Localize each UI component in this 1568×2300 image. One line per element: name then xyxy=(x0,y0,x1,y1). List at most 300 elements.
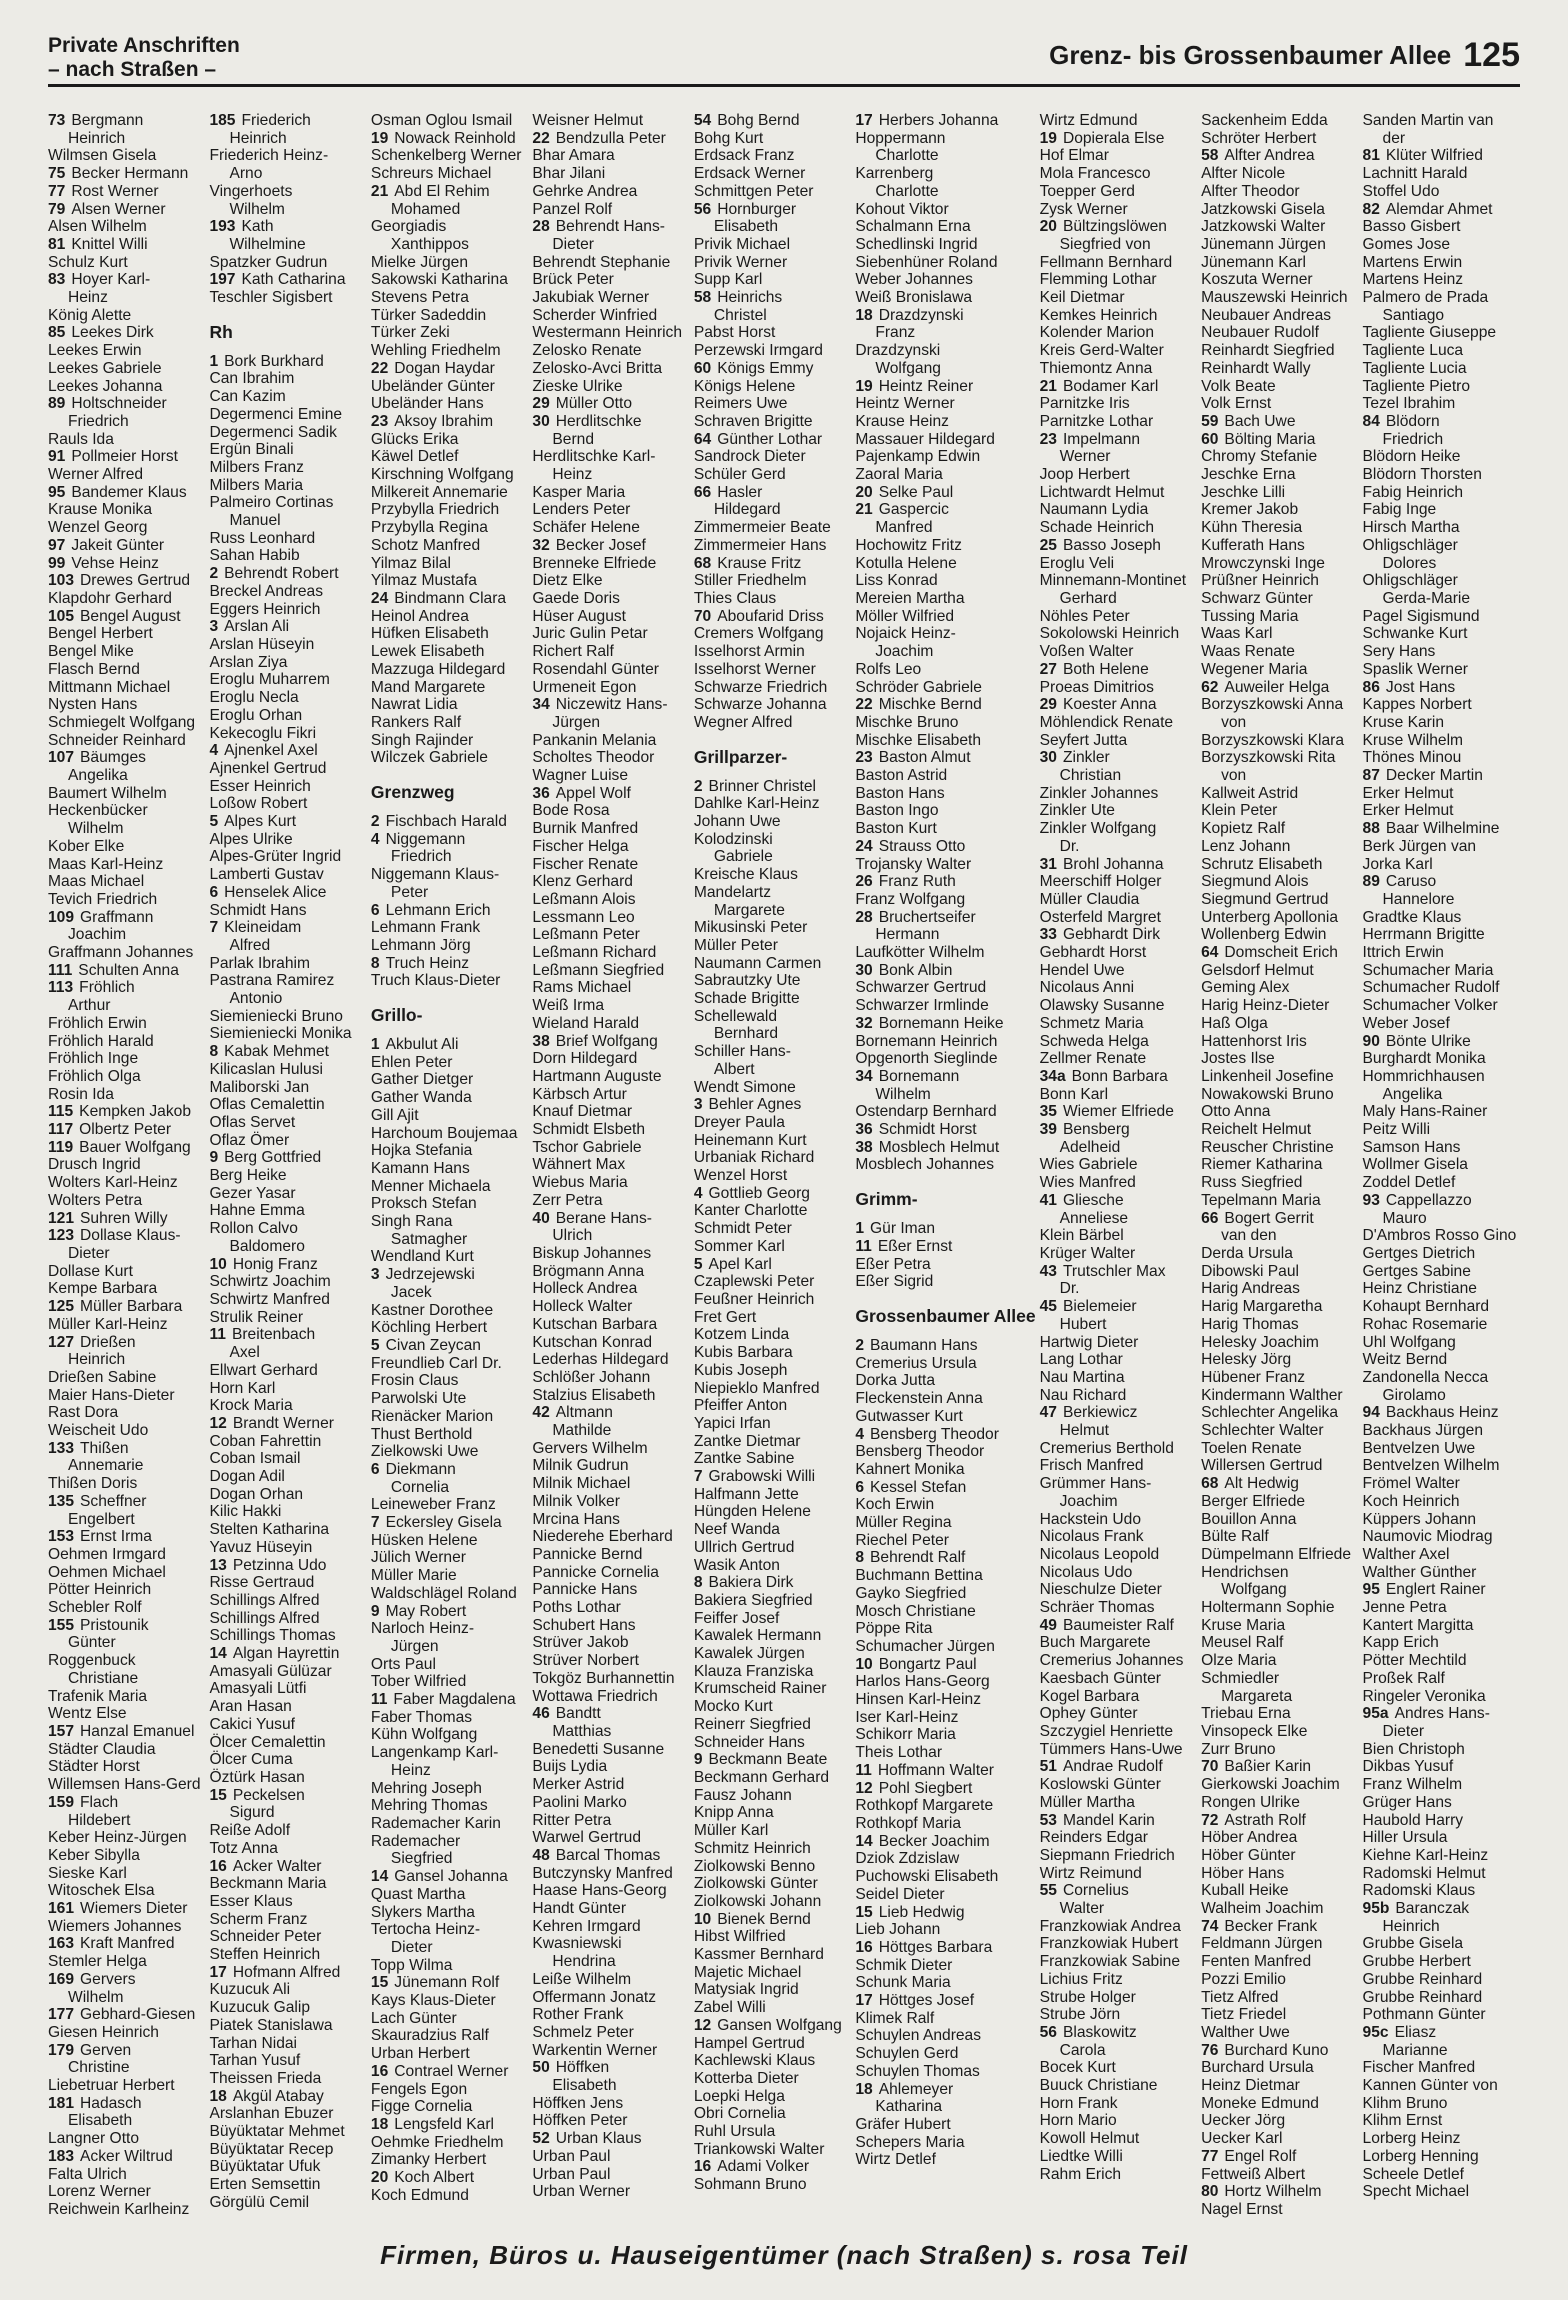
resident-name-continuation: Dieter xyxy=(1382,1722,1425,1740)
resident-entry xyxy=(371,1974,528,1992)
resident-entry xyxy=(371,866,528,901)
resident-entry xyxy=(1040,891,1197,909)
resident-name: Proksch Stefan xyxy=(370,1195,477,1213)
resident-entry xyxy=(209,388,366,406)
resident-entry xyxy=(1040,2077,1197,2095)
resident-name: Maier Hans-Dieter xyxy=(48,1386,175,1404)
resident-entry xyxy=(371,1673,528,1691)
resident-entry xyxy=(1363,696,1520,714)
resident-entry xyxy=(694,1663,851,1681)
directory-column xyxy=(855,112,1035,2230)
resident-name: Fischer Manfred xyxy=(1362,2059,1476,2077)
resident-name: Backhaus Jürgen xyxy=(1362,1422,1484,1440)
house-number: 2 xyxy=(855,1337,865,1354)
resident-entry xyxy=(694,2035,851,2053)
resident-entry xyxy=(209,494,366,529)
resident-name: Jünemann Rolf xyxy=(394,1974,500,1992)
house-number: 9 xyxy=(209,1149,219,1167)
resident-entry xyxy=(694,572,851,590)
resident-name-continuation: Arthur xyxy=(68,997,111,1015)
resident-name: Schräer Thomas xyxy=(1039,1599,1155,1617)
resident-name: Büyüktatar Ufuk xyxy=(209,2158,321,2176)
house-number: 95 xyxy=(1362,1581,1380,1599)
resident-entry xyxy=(209,112,366,147)
resident-name: Klimek Ralf xyxy=(855,2009,935,2027)
resident-name: Risse Gertraud xyxy=(209,1574,315,1592)
resident-name: Wottawa Friedrich xyxy=(532,1687,658,1705)
resident-name: Reiße Adolf xyxy=(209,1822,291,1840)
house-number: 86 xyxy=(1362,678,1380,696)
resident-entry xyxy=(532,448,689,483)
resident-entry xyxy=(48,1156,205,1174)
resident-entry xyxy=(1201,1723,1358,1741)
resident-entry xyxy=(1040,342,1197,360)
resident-name: Klenz Gerhard xyxy=(532,873,633,891)
resident-name: Vehse Heinz xyxy=(71,554,159,572)
resident-entry xyxy=(48,112,205,147)
resident-entry xyxy=(371,1744,528,1779)
resident-name: Neubauer Andreas xyxy=(1201,306,1332,324)
resident-name: Rosendahl Günter xyxy=(532,660,659,678)
resident-entry xyxy=(371,902,528,920)
house-number: 21 xyxy=(1039,377,1057,395)
resident-entry xyxy=(1201,395,1358,413)
resident-entry xyxy=(1201,1351,1358,1369)
resident-name: Kappes Norbert xyxy=(1362,696,1472,714)
resident-entry xyxy=(1363,2183,1520,2201)
resident-entry xyxy=(532,1103,689,1121)
resident-name: Lang Lothar xyxy=(1039,1351,1123,1369)
resident-name: Breitenbach xyxy=(231,1326,316,1344)
resident-entry xyxy=(532,324,689,342)
resident-entry xyxy=(371,1443,528,1461)
resident-name: Oflas Cemalettin xyxy=(209,1096,325,1114)
resident-entry xyxy=(694,1946,851,1964)
resident-name: Pagel Sigismund xyxy=(1362,607,1480,625)
resident-name-continuation: Antonio xyxy=(229,990,283,1008)
resident-entry xyxy=(1363,342,1520,360)
resident-entry xyxy=(694,1273,851,1291)
resident-name: Heinol Andrea xyxy=(370,607,469,625)
resident-name: Degermenci Sadik xyxy=(209,423,337,441)
resident-name: Akgül Atabay xyxy=(232,2087,324,2105)
resident-entry xyxy=(371,1142,528,1160)
resident-entry xyxy=(209,147,366,182)
resident-entry xyxy=(532,307,689,325)
resident-name: Sakowski Katharina xyxy=(370,271,508,289)
resident-entry xyxy=(48,1581,205,1599)
resident-name: Can Kazim xyxy=(209,388,286,406)
resident-name: Gliesche xyxy=(1062,1191,1124,1209)
resident-entry xyxy=(48,608,205,626)
resident-entry xyxy=(532,1776,689,1794)
resident-name: Urmeneit Egon xyxy=(532,678,637,696)
resident-name: Hoppermann xyxy=(855,129,946,147)
resident-entry xyxy=(1040,1015,1197,1033)
resident-entry xyxy=(694,1521,851,1539)
resident-name-continuation: Walter xyxy=(1059,1900,1105,1918)
resident-entry xyxy=(855,112,1035,130)
resident-entry xyxy=(1040,130,1197,148)
resident-entry xyxy=(1040,785,1197,803)
resident-name: Fenten Manfred xyxy=(1201,1953,1312,1971)
resident-entry xyxy=(694,1592,851,1610)
resident-entry xyxy=(855,1408,1035,1426)
resident-name: Roggenbuck xyxy=(48,1652,136,1670)
resident-entry xyxy=(1363,236,1520,254)
house-number: 12 xyxy=(855,1779,873,1797)
resident-entry xyxy=(1040,183,1197,201)
resident-name: Wenzel Georg xyxy=(48,519,148,537)
resident-name: Bhar Amara xyxy=(532,147,615,165)
resident-name-continuation: Sigurd xyxy=(229,1804,275,1822)
house-number: 5 xyxy=(209,813,219,831)
resident-entry xyxy=(855,1103,1035,1121)
resident-name: Siemieniecki Monika xyxy=(209,1025,352,1043)
resident-name: Wendt Simone xyxy=(693,1078,796,1096)
resident-entry xyxy=(1201,1670,1358,1705)
resident-entry xyxy=(1363,147,1520,165)
resident-entry xyxy=(1201,1121,1358,1139)
resident-entry xyxy=(855,1496,1035,1514)
resident-name: Leekes Erwin xyxy=(48,342,142,360)
resident-name: Schikorr Maria xyxy=(855,1726,956,1744)
resident-entry xyxy=(532,1935,689,1970)
resident-entry xyxy=(1201,1935,1358,1953)
resident-name: Schmik Dieter xyxy=(855,1956,953,1974)
resident-name: Schotz Manfred xyxy=(370,536,481,554)
resident-name: Tagliente Giuseppe xyxy=(1362,324,1497,342)
resident-entry xyxy=(1201,661,1358,679)
resident-name: Leineweber Franz xyxy=(370,1496,496,1514)
resident-entry xyxy=(532,2166,689,2184)
resident-name: Rienäcker Marion xyxy=(370,1407,494,1425)
directory-column xyxy=(209,112,366,2230)
resident-name: Hibst Wilfried xyxy=(693,1928,786,1946)
resident-name-continuation: Joachim xyxy=(875,643,934,661)
house-number: 8 xyxy=(855,1549,865,1567)
resident-entry xyxy=(1201,1387,1358,1405)
resident-entry xyxy=(532,1599,689,1617)
resident-name: Falta Ulrich xyxy=(48,2165,127,2183)
resident-entry xyxy=(371,431,528,449)
resident-entry xyxy=(1201,1369,1358,1387)
resident-name: Stiller Friedhelm xyxy=(693,572,807,590)
resident-entry xyxy=(1040,2059,1197,2077)
resident-entry xyxy=(1363,1546,1520,1564)
resident-name: Mischke Bernd xyxy=(878,696,982,714)
house-number: 127 xyxy=(48,1333,75,1351)
resident-name: Willersen Gertrud xyxy=(1201,1457,1323,1475)
resident-entry xyxy=(209,1627,366,1645)
resident-name: Kleineidam xyxy=(224,919,302,937)
resident-name: Pristounik xyxy=(80,1616,149,1634)
house-number: 81 xyxy=(1362,147,1380,165)
resident-entry xyxy=(371,1337,528,1355)
resident-name: Gierkowski Joachim xyxy=(1201,1776,1340,1794)
resident-entry xyxy=(48,1440,205,1475)
resident-entry xyxy=(209,2070,366,2088)
resident-entry xyxy=(855,2151,1035,2169)
resident-entry xyxy=(371,183,528,218)
resident-name: Wies Gabriele xyxy=(1039,1156,1138,1174)
resident-entry xyxy=(855,1461,1035,1479)
resident-entry xyxy=(371,1036,528,1054)
house-number: 54 xyxy=(693,112,712,129)
resident-entry xyxy=(371,1160,528,1178)
resident-name: Schmidt Horst xyxy=(878,1121,977,1139)
resident-name: Schwarz Günter xyxy=(1201,589,1313,607)
resident-name: Kreische Klaus xyxy=(693,866,798,884)
resident-entry xyxy=(694,1309,851,1327)
resident-name: Ellwart Gerhard xyxy=(209,1361,318,1379)
resident-name: Mand Margarete xyxy=(370,678,486,696)
resident-name: Mielke Jürgen xyxy=(370,253,468,271)
resident-entry xyxy=(694,1362,851,1380)
resident-name-continuation: Bernhard xyxy=(713,1025,779,1043)
resident-entry xyxy=(1201,271,1358,289)
resident-name: Nicolaus Leopold xyxy=(1039,1545,1160,1563)
resident-name: Fellmann Bernhard xyxy=(1039,253,1173,271)
resident-name: Slykers Martha xyxy=(370,1903,475,1921)
resident-entry xyxy=(371,1195,528,1213)
resident-name: Schröder Gabriele xyxy=(855,678,982,696)
resident-entry xyxy=(209,1397,366,1415)
resident-entry xyxy=(1201,873,1358,891)
resident-name: Behrendt Robert xyxy=(224,565,339,583)
resident-name: Weischeit Udo xyxy=(48,1422,149,1440)
resident-name: Heinz Christiane xyxy=(1362,1280,1477,1298)
resident-name: Bensberg Theodor xyxy=(870,1425,999,1443)
resident-name: Gehrke Andrea xyxy=(532,182,638,200)
resident-name: Reichelt Helmut xyxy=(1201,1121,1312,1139)
resident-entry xyxy=(371,2063,528,2081)
resident-name: Jatzkowski Walter xyxy=(1201,218,1326,236)
resident-entry xyxy=(48,572,205,590)
resident-entry xyxy=(694,1645,851,1663)
resident-entry xyxy=(694,1999,851,2017)
resident-name: Hanzal Emanuel xyxy=(80,1722,195,1740)
house-number: 5 xyxy=(693,1255,703,1273)
resident-entry xyxy=(1201,448,1358,466)
resident-entry xyxy=(209,848,366,866)
resident-entry xyxy=(694,1893,851,1911)
resident-name: Lessmann Leo xyxy=(532,908,635,926)
resident-name: Ubeländer Hans xyxy=(370,395,484,413)
resident-name-continuation: Matthias xyxy=(552,1722,612,1740)
house-number: 26 xyxy=(855,873,873,891)
resident-entry xyxy=(1201,1546,1358,1564)
resident-entry xyxy=(694,1096,851,1114)
resident-name: Paolini Marko xyxy=(532,1793,627,1811)
resident-name: Thiemontz Anna xyxy=(1039,359,1153,377)
resident-entry xyxy=(532,926,689,944)
resident-entry xyxy=(209,1415,366,1433)
resident-name: Bölting Maria xyxy=(1224,430,1316,448)
house-number: 16 xyxy=(209,1857,227,1875)
resident-name: Uecker Karl xyxy=(1201,2130,1283,2148)
house-number: 14 xyxy=(855,1832,873,1850)
resident-entry xyxy=(1363,1156,1520,1174)
resident-name: Sabrautzky Ute xyxy=(693,972,801,990)
resident-entry xyxy=(371,608,528,626)
resident-name: Topp Wilma xyxy=(370,1956,453,1974)
resident-name: Klein Peter xyxy=(1201,802,1278,820)
resident-name: Nau Martina xyxy=(1039,1368,1125,1386)
resident-entry xyxy=(694,2141,851,2159)
resident-name: Dogan Orhan xyxy=(209,1485,304,1503)
house-number: 28 xyxy=(855,908,873,926)
resident-name: Hüngden Helene xyxy=(693,1503,811,1521)
resident-name: Fettweiß Albert xyxy=(1201,2165,1306,2183)
resident-name: Auweiler Helga xyxy=(1224,678,1330,696)
resident-entry xyxy=(209,1256,366,1274)
resident-name: Hiller Ursula xyxy=(1362,1829,1448,1847)
resident-name: Sery Hans xyxy=(1362,643,1436,661)
resident-entry xyxy=(855,201,1035,219)
resident-entry xyxy=(532,590,689,608)
resident-name: Pozzi Emilio xyxy=(1201,1970,1286,1988)
resident-entry xyxy=(532,944,689,962)
house-number: 94 xyxy=(1362,1404,1380,1422)
resident-entry xyxy=(1363,1457,1520,1475)
resident-name: Sohmann Bruno xyxy=(693,2176,807,2194)
house-number: 20 xyxy=(1039,218,1057,236)
resident-entry xyxy=(1363,1705,1520,1740)
resident-entry xyxy=(694,1503,851,1521)
house-number: 6 xyxy=(370,1460,380,1478)
house-number: 11 xyxy=(370,1691,388,1709)
resident-entry xyxy=(1363,2024,1520,2059)
resident-name: Benedetti Susanne xyxy=(532,1740,665,1758)
resident-name: Graffmann Johannes xyxy=(48,944,194,962)
resident-name: Can Ibrahim xyxy=(209,370,295,388)
resident-name: Türker Zeki xyxy=(370,324,450,342)
resident-name-continuation: Heinz xyxy=(390,1761,431,1779)
house-number: 17 xyxy=(855,112,873,129)
house-number: 49 xyxy=(1039,1616,1057,1634)
resident-name: Heintz Reiner xyxy=(878,377,974,395)
resident-name: Rongen Ulrike xyxy=(1201,1793,1300,1811)
resident-name: Niederehe Eberhard xyxy=(532,1528,673,1546)
resident-entry xyxy=(371,714,528,732)
resident-name: Tober Wilfried xyxy=(370,1673,467,1691)
house-number: 12 xyxy=(693,2016,712,2034)
resident-name: Gill Ajit xyxy=(370,1106,419,1124)
resident-name: Kwasniewski xyxy=(532,1935,622,1953)
resident-name: Leßmann Peter xyxy=(532,926,640,944)
resident-name: Friederich Heinz- xyxy=(209,147,329,165)
resident-entry xyxy=(371,1957,528,1975)
resident-name: Drusch Ingrid xyxy=(48,1156,141,1174)
resident-name: Schillings Alfred xyxy=(209,1591,320,1609)
resident-name: Wasik Anton xyxy=(693,1556,780,1574)
resident-entry xyxy=(532,1139,689,1157)
resident-name: Urbaniak Richard xyxy=(693,1149,815,1167)
resident-entry xyxy=(1040,1351,1197,1369)
resident-name: Gansel Johanna xyxy=(394,1868,508,1886)
resident-entry xyxy=(1201,1758,1358,1776)
directory-column xyxy=(1040,112,1197,2230)
resident-name: Mocko Kurt xyxy=(693,1698,773,1716)
resident-name: Zerr Petra xyxy=(532,1191,603,1209)
resident-name: Acker Wiltrud xyxy=(80,2147,173,2165)
resident-entry xyxy=(209,530,366,548)
resident-entry xyxy=(209,1893,366,1911)
resident-entry xyxy=(1040,360,1197,378)
resident-name: Alpes Ulrike xyxy=(209,830,293,848)
house-number: 58 xyxy=(1201,147,1219,165)
resident-name: Strüver Jakob xyxy=(532,1634,629,1652)
resident-name: Schneider Peter xyxy=(209,1928,322,1946)
resident-name: Jeschke Lilli xyxy=(1201,483,1286,501)
resident-name-continuation: Werner xyxy=(1059,448,1111,466)
resident-name: Ruhl Ursula xyxy=(693,2123,776,2141)
resident-name: Reuscher Christine xyxy=(1201,1138,1334,1156)
resident-entry xyxy=(1040,696,1197,714)
resident-entry xyxy=(855,1033,1035,1051)
resident-entry xyxy=(1363,1599,1520,1617)
resident-entry xyxy=(694,1574,851,1592)
resident-entry xyxy=(371,324,528,342)
resident-entry xyxy=(1201,1068,1358,1086)
street-heading: Grenzweg xyxy=(370,782,455,803)
house-number: 23 xyxy=(855,749,873,767)
house-number: 34 xyxy=(855,1067,873,1085)
resident-entry xyxy=(855,1797,1035,1815)
resident-name: Müller Karl-Heinz xyxy=(48,1315,168,1333)
resident-name: May Robert xyxy=(385,1602,467,1620)
resident-name-continuation: Elisabeth xyxy=(713,218,779,236)
resident-name: Jünemann Jürgen xyxy=(1201,235,1326,253)
resident-name: Seyfert Jutta xyxy=(1039,731,1128,749)
resident-name: Alpes-Grüter Ingrid xyxy=(209,848,342,866)
resident-entry xyxy=(48,1971,205,2006)
resident-entry xyxy=(855,856,1035,874)
resident-name: Kessel Stefan xyxy=(870,1478,967,1496)
resident-name: Acker Walter xyxy=(232,1857,322,1875)
resident-name-continuation: Heinrich xyxy=(229,129,287,147)
resident-name-continuation: Heinrich xyxy=(1382,1917,1440,1935)
resident-name: Trojansky Walter xyxy=(855,855,972,873)
resident-name: Strüver Norbert xyxy=(532,1652,639,1670)
resident-entry xyxy=(1201,572,1358,590)
resident-entry xyxy=(855,909,1035,944)
resident-name: Specht Michael xyxy=(1362,2183,1470,2201)
resident-entry xyxy=(855,2063,1035,2081)
resident-name: Zurr Bruno xyxy=(1201,1740,1276,1758)
house-number: 48 xyxy=(532,1846,550,1864)
house-number: 4 xyxy=(370,830,380,848)
resident-entry xyxy=(371,1514,528,1532)
resident-name: Tagliente Pietro xyxy=(1362,377,1471,395)
resident-entry xyxy=(371,289,528,307)
resident-entry xyxy=(1201,1156,1358,1174)
resident-entry xyxy=(48,2183,205,2201)
resident-name: Krause Fritz xyxy=(717,554,802,572)
resident-name: Schuylen Andreas xyxy=(855,2027,982,2045)
resident-name: Knittel Willi xyxy=(71,235,148,253)
resident-name: Jostes Ilse xyxy=(1201,1050,1275,1068)
resident-entry xyxy=(1201,1103,1358,1121)
resident-entry xyxy=(855,342,1035,377)
resident-entry xyxy=(371,1319,528,1337)
resident-name: Urban Herbert xyxy=(370,2045,470,2063)
resident-name: Koch Edmund xyxy=(370,2186,469,2204)
resident-entry xyxy=(209,353,366,371)
resident-entry xyxy=(1201,519,1358,537)
resident-name: Scherder Winfried xyxy=(532,306,658,324)
